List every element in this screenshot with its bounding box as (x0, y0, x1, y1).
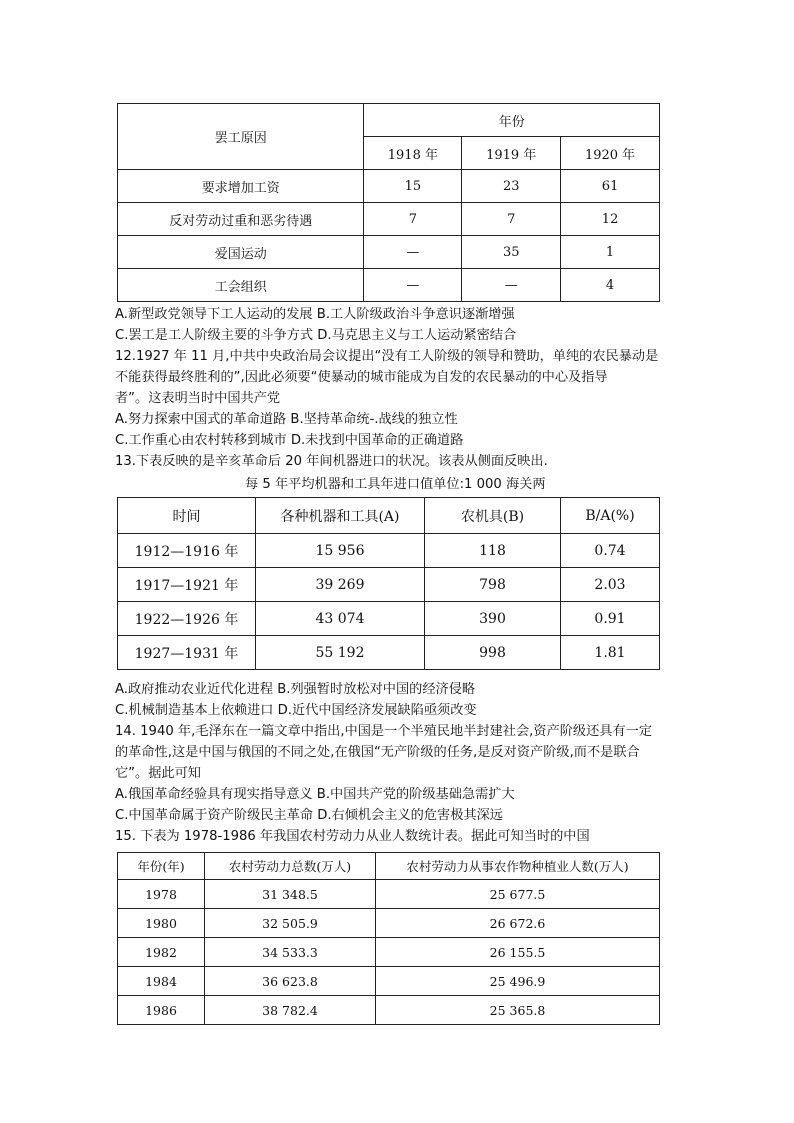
table-row (118, 236, 660, 269)
q13-options-2: C.机械制造基本上依赖进口 D.近代中国经济发展缺陷亟须改变 (115, 703, 477, 718)
q13-stem: 13.下表反映的是辛亥革命后 20 年间机器进口的状况。该表从侧面反映出. (115, 454, 548, 469)
cell: 998 (425, 636, 561, 670)
cell: 34 533.3 (205, 938, 376, 967)
cell: 32 505.9 (205, 909, 376, 938)
cell: 0.74 (561, 534, 660, 568)
reason-cell: 工会组织 (118, 269, 364, 302)
header-reason: 罢工原因 (118, 104, 364, 170)
value-cell: 61 (561, 170, 660, 203)
table-row (118, 967, 660, 996)
col-header-ratio: B/A(%) (561, 498, 660, 534)
table-row (118, 909, 660, 938)
value-cell: 1 (561, 236, 660, 269)
table-row (118, 269, 660, 302)
table-row (118, 938, 660, 967)
q12-stem-1: 12.1927 年 11 月,中共中央政治局会议提出“没有工人阶级的领导和赞助，单纯的农民暴动是 (115, 349, 659, 364)
value-cell: — (364, 236, 462, 269)
q15-stem: 15. 下表为 1978-1986 年我国农村劳动力从业人数统计表。据此可知当时的中国 (115, 829, 590, 844)
cell: 0.91 (561, 602, 660, 636)
q14-options-2: C.中国革命属于资产阶级民主革命 D.右倾机会主义的危害极其深远 (115, 808, 503, 823)
cell: 390 (425, 602, 561, 636)
cell: 26 672.6 (376, 909, 660, 938)
cell: 25 496.9 (376, 967, 660, 996)
table-row (118, 534, 660, 568)
reason-cell: 反对劳动过重和恶劣待遇 (118, 203, 364, 236)
table-row (118, 996, 660, 1025)
q14-options-1: A.俄国革命经验具有现实指导意义 B.中国共产党的阶级基础急需扩大 (115, 787, 515, 802)
table-row (118, 636, 660, 670)
col-header-time: 时间 (118, 498, 256, 534)
value-cell: 23 (462, 170, 561, 203)
table-row (118, 203, 660, 236)
year-1920: 1920 年 (561, 137, 660, 170)
value-cell: 7 (364, 203, 462, 236)
value-cell: 7 (462, 203, 561, 236)
machinery-import-table (117, 497, 660, 670)
year-1918: 1918 年 (364, 137, 462, 170)
q14-stem-1: 14. 1940 年,毛泽东在一篇文章中指出,中国是一个半殖民地半封建社会,资产阶级还具有一定 (115, 724, 653, 739)
col-header-total: 农村劳动力总数(万人) (205, 853, 376, 880)
header-year: 年份 (364, 104, 660, 137)
cell: 25 365.8 (376, 996, 660, 1025)
q12-stem-3: 者”。这表明当时中国共产党 (115, 391, 281, 406)
q14-stem-3: 它”。据此可知 (115, 766, 201, 781)
cell: 36 623.8 (205, 967, 376, 996)
col-header-machinery: 各种机器和工具(A) (256, 498, 425, 534)
cell: 1982 (118, 938, 205, 967)
cell: 1922—1926 年 (118, 602, 256, 636)
value-cell: 12 (561, 203, 660, 236)
value-cell: — (462, 269, 561, 302)
reason-cell: 要求增加工资 (118, 170, 364, 203)
q11-options-1: A.新型政党领导下工人运动的发展 B.工人阶级政治斗争意识逐渐增强 (115, 307, 515, 322)
cell: 1912—1916 年 (118, 534, 256, 568)
cell: 1984 (118, 967, 205, 996)
rural-labor-table (117, 852, 660, 1025)
cell: 798 (425, 568, 561, 602)
reason-cell: 爱国运动 (118, 236, 364, 269)
value-cell: 15 (364, 170, 462, 203)
cell: 55 192 (256, 636, 425, 670)
cell: 1927—1931 年 (118, 636, 256, 670)
cell: 38 782.4 (205, 996, 376, 1025)
year-1919: 1919 年 (462, 137, 561, 170)
cell: 39 269 (256, 568, 425, 602)
q14-stem-2: 的革命性,这是中国与俄国的不同之处,在俄国“无产阶级的任务,是反对资产阶级,而不是联合 (115, 745, 640, 760)
table-row (118, 568, 660, 602)
cell: 118 (425, 534, 561, 568)
value-cell: 4 (561, 269, 660, 302)
col-header-year: 年份(年) (118, 853, 205, 880)
q12-options-2: C.工作重心由农村转移到城市 D.未找到中国革命的正确道路 (115, 433, 464, 448)
table-row (118, 880, 660, 909)
cell: 43 074 (256, 602, 425, 636)
cell: 1917—1921 年 (118, 568, 256, 602)
col-header-crop: 农村劳动力从事农作物种植业人数(万人) (376, 853, 660, 880)
col-header-farm-tools: 农机具(B) (425, 498, 561, 534)
table-row (118, 602, 660, 636)
value-cell: — (364, 269, 462, 302)
cell: 15 956 (256, 534, 425, 568)
table-row (118, 170, 660, 203)
value-cell: 35 (462, 236, 561, 269)
q13-table-caption: 每 5 年平均机器和工具年进口值单位:1 000 海关两 (245, 477, 546, 492)
q13-options-1: A.政府推动农业近代化进程 B.列强暂时放松对中国的经济侵略 (115, 682, 476, 697)
cell: 26 155.5 (376, 938, 660, 967)
cell: 1978 (118, 880, 205, 909)
cell: 1986 (118, 996, 205, 1025)
cell: 1980 (118, 909, 205, 938)
cell: 1.81 (561, 636, 660, 670)
q11-options-2: C.罢工是工人阶级主要的斗争方式 D.马克思主义与工人运动紧密结合 (115, 328, 517, 343)
cell: 2.03 (561, 568, 660, 602)
strike-reasons-table (117, 103, 660, 302)
cell: 25 677.5 (376, 880, 660, 909)
cell: 31 348.5 (205, 880, 376, 909)
q12-options-1: A.努力探索中国式的革命道路 B.坚持革命统-.战线的独立性 (115, 412, 458, 427)
q12-stem-2: 不能获得最终胜利的”,因此必须要“使暴动的城市能成为自发的农民暴动的中心及指导 (115, 370, 608, 385)
